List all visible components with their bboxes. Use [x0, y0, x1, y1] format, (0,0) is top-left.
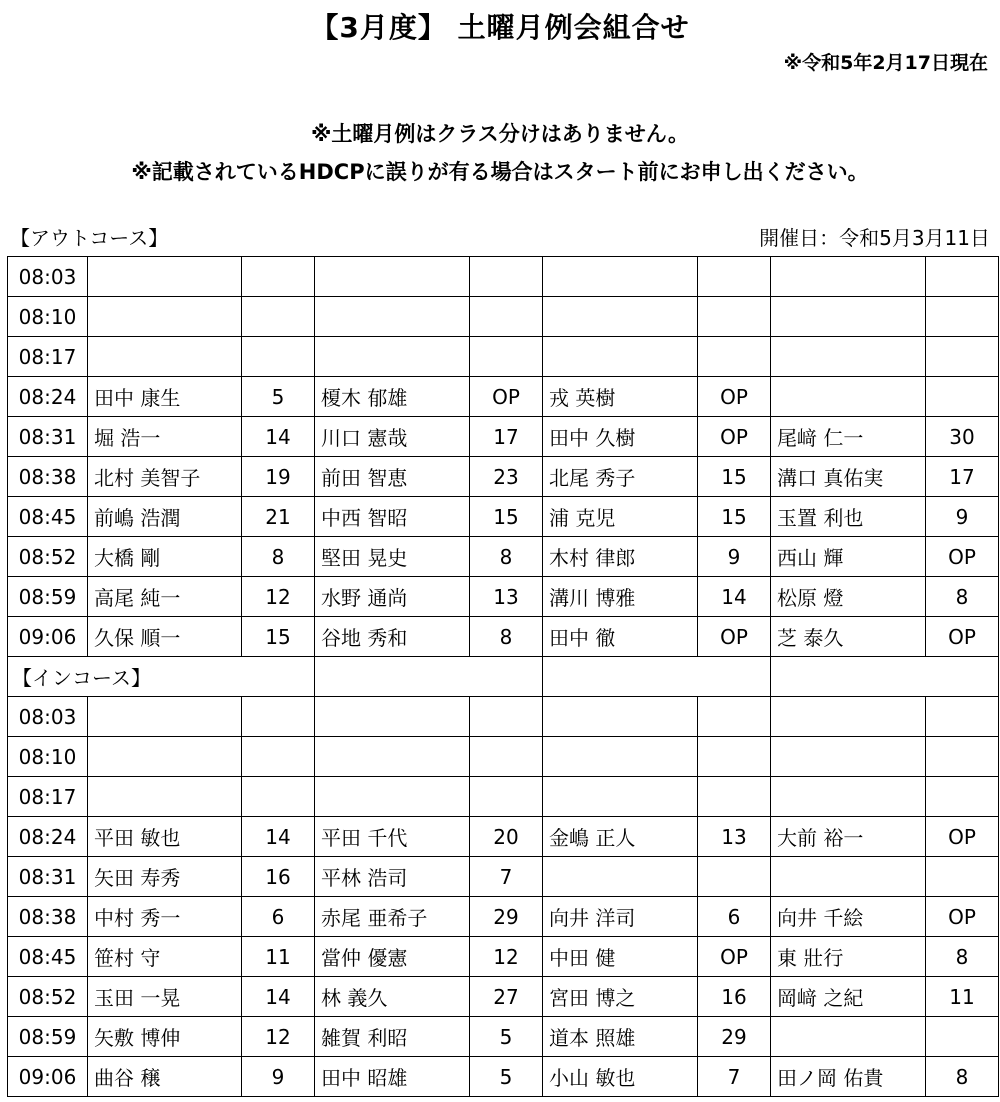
player-handicap: 5 — [470, 1017, 543, 1057]
player-name: 雑賀 利昭 — [315, 1017, 470, 1057]
player-handicap — [926, 257, 999, 297]
player-name — [771, 297, 926, 337]
note-no-class: ※土曜月例はクラス分けはありません。 — [310, 122, 690, 146]
player-name — [543, 257, 698, 297]
tee-time: 08:03 — [8, 697, 88, 737]
player-name — [771, 697, 926, 737]
player-name: 平田 敏也 — [88, 817, 242, 857]
player-name — [771, 857, 926, 897]
player-name — [315, 697, 470, 737]
player-handicap: 30 — [926, 417, 999, 457]
player-handicap — [470, 257, 543, 297]
player-handicap: 20 — [470, 817, 543, 857]
table-row — [8, 617, 999, 657]
player-name: 田中 久樹 — [543, 417, 698, 457]
player-handicap: 14 — [698, 577, 771, 617]
player-name — [543, 697, 698, 737]
player-handicap: OP — [698, 937, 771, 977]
player-name — [771, 257, 926, 297]
player-name — [88, 297, 242, 337]
player-handicap: 27 — [470, 977, 543, 1017]
player-name: 大橋 剛 — [88, 537, 242, 577]
player-name: 北尾 秀子 — [543, 457, 698, 497]
note-hdcp: ※記載されているHDCPに誤りが有る場合はスタート前にお申し出ください。 — [131, 160, 869, 184]
in-course-header-row — [8, 657, 999, 697]
player-handicap — [698, 697, 771, 737]
table-row — [8, 297, 999, 337]
player-handicap: 8 — [470, 617, 543, 657]
player-name: 堀 浩一 — [88, 417, 242, 457]
player-name: 小山 敏也 — [543, 1057, 698, 1097]
table-row — [8, 577, 999, 617]
tee-time: 08:38 — [8, 897, 88, 937]
player-handicap: 17 — [926, 457, 999, 497]
table-row — [8, 937, 999, 977]
player-handicap: 5 — [470, 1057, 543, 1097]
player-name — [88, 257, 242, 297]
player-handicap — [926, 377, 999, 417]
player-name: 向井 千絵 — [771, 897, 926, 937]
player-handicap: 7 — [698, 1057, 771, 1097]
tee-time: 08:59 — [8, 1017, 88, 1057]
player-name — [771, 1017, 926, 1057]
player-name: 道本 照雄 — [543, 1017, 698, 1057]
player-name — [543, 737, 698, 777]
player-name — [315, 777, 470, 817]
player-handicap: 13 — [698, 817, 771, 857]
table-row — [8, 337, 999, 377]
player-handicap: OP — [926, 537, 999, 577]
player-name: 曲谷 穣 — [88, 1057, 242, 1097]
player-name — [543, 777, 698, 817]
table-row — [8, 1017, 999, 1057]
tee-time: 08:10 — [8, 297, 88, 337]
player-name: 西山 輝 — [771, 537, 926, 577]
table-row — [8, 1057, 999, 1097]
player-name: 戎 英樹 — [543, 377, 698, 417]
table-row — [8, 777, 999, 817]
player-name: 田ノ岡 佑貴 — [771, 1057, 926, 1097]
player-handicap: 8 — [470, 537, 543, 577]
out-course-label: 【アウトコース】 — [10, 226, 169, 250]
tee-time: 08:17 — [8, 337, 88, 377]
player-handicap — [242, 697, 315, 737]
player-handicap — [926, 697, 999, 737]
player-handicap: OP — [926, 817, 999, 857]
player-name: 浦 克児 — [543, 497, 698, 537]
player-handicap: OP — [698, 377, 771, 417]
player-name: 玉田 一晃 — [88, 977, 242, 1017]
player-handicap: 13 — [470, 577, 543, 617]
player-name: 前田 智恵 — [315, 457, 470, 497]
player-name: 木村 律郎 — [543, 537, 698, 577]
player-handicap — [242, 297, 315, 337]
player-name — [771, 377, 926, 417]
player-name — [771, 737, 926, 777]
player-handicap — [698, 857, 771, 897]
player-name: 谷地 秀和 — [315, 617, 470, 657]
event-date: 開催日：令和5月3月11日 — [759, 226, 990, 250]
blank-cell — [543, 657, 771, 697]
as-of-date: ※令和5年2月17日現在 — [783, 52, 988, 74]
tee-time: 08:17 — [8, 777, 88, 817]
player-handicap — [926, 337, 999, 377]
tee-time: 08:31 — [8, 857, 88, 897]
player-handicap — [242, 737, 315, 777]
player-name: 東 壯行 — [771, 937, 926, 977]
player-name: 矢敷 博伸 — [88, 1017, 242, 1057]
tee-time: 08:52 — [8, 977, 88, 1017]
player-name — [88, 737, 242, 777]
tee-time: 09:06 — [8, 1057, 88, 1097]
player-handicap — [926, 1017, 999, 1057]
tee-time: 08:52 — [8, 537, 88, 577]
player-name: 田中 康生 — [88, 377, 242, 417]
player-name: 宮田 博之 — [543, 977, 698, 1017]
player-handicap — [698, 777, 771, 817]
player-name — [315, 337, 470, 377]
player-handicap: 6 — [242, 897, 315, 937]
player-handicap: 9 — [242, 1057, 315, 1097]
player-handicap: 7 — [470, 857, 543, 897]
player-handicap — [926, 297, 999, 337]
player-handicap — [242, 257, 315, 297]
player-handicap — [470, 737, 543, 777]
player-handicap — [698, 297, 771, 337]
player-handicap: 14 — [242, 977, 315, 1017]
player-handicap: 8 — [926, 937, 999, 977]
player-name: 溝口 真佑実 — [771, 457, 926, 497]
player-handicap: 15 — [698, 457, 771, 497]
player-handicap — [698, 337, 771, 377]
player-handicap: OP — [698, 417, 771, 457]
player-name: 赤尾 亜希子 — [315, 897, 470, 937]
player-name: 矢田 寿秀 — [88, 857, 242, 897]
player-handicap: 23 — [470, 457, 543, 497]
player-name: 北村 美智子 — [88, 457, 242, 497]
player-name — [315, 257, 470, 297]
player-name: 中西 智昭 — [315, 497, 470, 537]
player-name: 高尾 純一 — [88, 577, 242, 617]
blank-cell — [771, 657, 999, 697]
player-handicap: 12 — [242, 577, 315, 617]
player-name: 田中 昭雄 — [315, 1057, 470, 1097]
blank-cell — [315, 657, 543, 697]
player-handicap: 29 — [698, 1017, 771, 1057]
player-handicap: 15 — [698, 497, 771, 537]
player-handicap: 9 — [926, 497, 999, 537]
player-name — [315, 297, 470, 337]
player-handicap — [470, 297, 543, 337]
player-name: 中田 健 — [543, 937, 698, 977]
player-name: 向井 洋司 — [543, 897, 698, 937]
player-name: 笹村 守 — [88, 937, 242, 977]
player-name: 平林 浩司 — [315, 857, 470, 897]
player-handicap: 16 — [242, 857, 315, 897]
player-name: 當仲 優憲 — [315, 937, 470, 977]
player-name: 久保 順一 — [88, 617, 242, 657]
tee-time: 08:10 — [8, 737, 88, 777]
player-handicap: 17 — [470, 417, 543, 457]
player-name — [543, 297, 698, 337]
player-name: 川口 憲哉 — [315, 417, 470, 457]
player-handicap: 8 — [242, 537, 315, 577]
player-handicap — [926, 857, 999, 897]
player-name — [315, 737, 470, 777]
tee-time: 08:24 — [8, 377, 88, 417]
table-row — [8, 457, 999, 497]
player-name — [771, 777, 926, 817]
player-name: 芝 泰久 — [771, 617, 926, 657]
player-handicap — [926, 777, 999, 817]
player-handicap — [242, 777, 315, 817]
table-row — [8, 497, 999, 537]
player-name: 尾﨑 仁一 — [771, 417, 926, 457]
in-course-label: 【インコース】 — [8, 657, 315, 697]
page-title: 【3月度】 土曜月例会組合せ — [310, 11, 690, 44]
tee-time: 08:45 — [8, 937, 88, 977]
player-name: 堅田 晃史 — [315, 537, 470, 577]
table-row — [8, 857, 999, 897]
player-name: 平田 千代 — [315, 817, 470, 857]
player-name: 岡﨑 之紀 — [771, 977, 926, 1017]
player-name: 林 義久 — [315, 977, 470, 1017]
player-name — [543, 857, 698, 897]
player-handicap: 5 — [242, 377, 315, 417]
player-name: 大前 裕一 — [771, 817, 926, 857]
player-name: 松原 燈 — [771, 577, 926, 617]
player-handicap: OP — [926, 617, 999, 657]
tee-time: 08:03 — [8, 257, 88, 297]
player-handicap: OP — [926, 897, 999, 937]
player-name: 田中 徹 — [543, 617, 698, 657]
player-name: 榎木 郁雄 — [315, 377, 470, 417]
player-handicap: 8 — [926, 577, 999, 617]
player-name — [88, 697, 242, 737]
player-handicap — [698, 737, 771, 777]
table-row — [8, 377, 999, 417]
player-name — [88, 777, 242, 817]
player-name: 中村 秀一 — [88, 897, 242, 937]
player-handicap — [242, 337, 315, 377]
player-handicap: 11 — [926, 977, 999, 1017]
player-handicap: 14 — [242, 817, 315, 857]
table-row — [8, 697, 999, 737]
player-handicap: 15 — [242, 617, 315, 657]
player-handicap — [926, 737, 999, 777]
player-handicap — [470, 777, 543, 817]
player-handicap: 8 — [926, 1057, 999, 1097]
player-name: 水野 通尚 — [315, 577, 470, 617]
player-handicap — [470, 697, 543, 737]
player-name: 溝川 博雅 — [543, 577, 698, 617]
player-name: 金嶋 正人 — [543, 817, 698, 857]
player-handicap — [470, 337, 543, 377]
player-handicap: OP — [470, 377, 543, 417]
table-row — [8, 817, 999, 857]
tee-time: 08:31 — [8, 417, 88, 457]
table-row — [8, 737, 999, 777]
table-row — [8, 417, 999, 457]
table-row — [8, 257, 999, 297]
player-name — [543, 337, 698, 377]
player-handicap: 21 — [242, 497, 315, 537]
player-name — [88, 337, 242, 377]
pairing-table — [7, 256, 999, 1097]
tee-time: 09:06 — [8, 617, 88, 657]
table-row — [8, 897, 999, 937]
player-handicap: 12 — [470, 937, 543, 977]
tee-time: 08:45 — [8, 497, 88, 537]
player-handicap: 15 — [470, 497, 543, 537]
player-handicap: 9 — [698, 537, 771, 577]
player-handicap: 6 — [698, 897, 771, 937]
player-handicap — [698, 257, 771, 297]
player-name — [771, 337, 926, 377]
player-handicap: 12 — [242, 1017, 315, 1057]
player-handicap: 19 — [242, 457, 315, 497]
tee-time: 08:38 — [8, 457, 88, 497]
table-row — [8, 977, 999, 1017]
player-name: 玉置 利也 — [771, 497, 926, 537]
player-handicap: 14 — [242, 417, 315, 457]
player-handicap: 16 — [698, 977, 771, 1017]
table-row — [8, 537, 999, 577]
tee-time: 08:59 — [8, 577, 88, 617]
player-name: 前嶋 浩潤 — [88, 497, 242, 537]
tee-time: 08:24 — [8, 817, 88, 857]
player-handicap: 29 — [470, 897, 543, 937]
player-handicap: 11 — [242, 937, 315, 977]
player-handicap: OP — [698, 617, 771, 657]
